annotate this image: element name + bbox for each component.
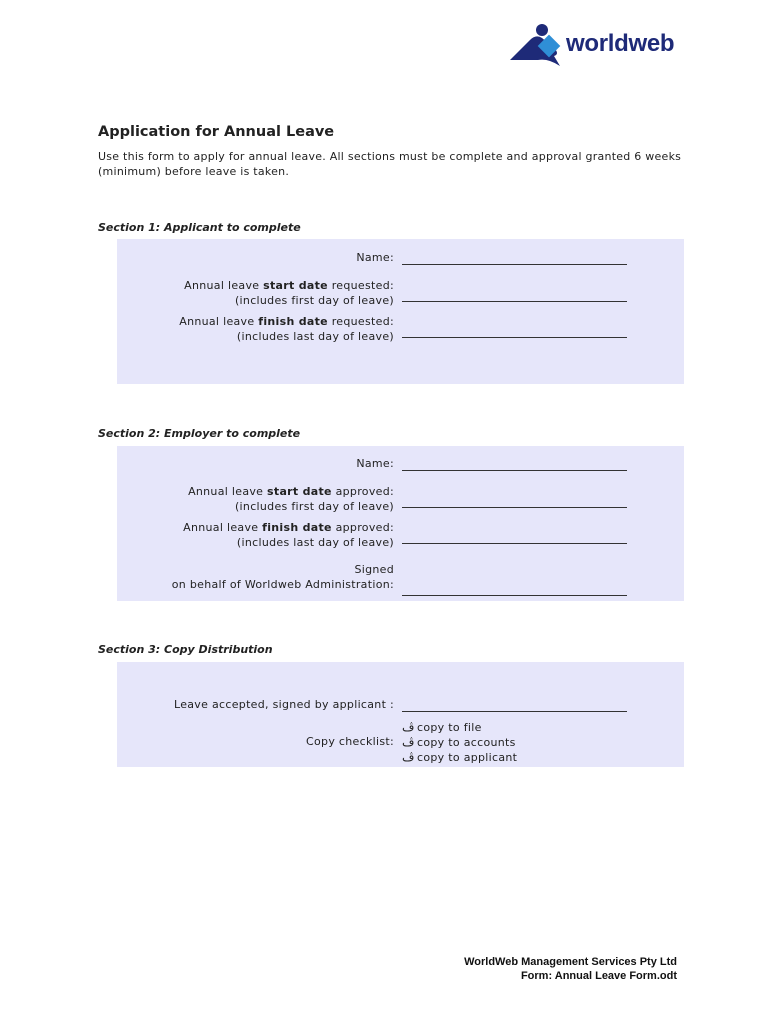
section-1-heading: Section 1: Applicant to complete (98, 221, 301, 234)
requested-finish-sublabel: (includes last day of leave) (236, 329, 394, 343)
applicant-name-field[interactable] (402, 264, 627, 265)
signed-on-behalf-label: on behalf of Worldweb Administration: (171, 577, 394, 591)
section-2-panel (117, 446, 684, 601)
checklist-item[interactable] (402, 735, 517, 750)
signed-label: Signed (354, 563, 394, 576)
footer-company: WorldWeb Management Services Pty Ltd (464, 956, 677, 968)
page-title: Application for Annual Leave (98, 124, 335, 140)
requested-finish-label: Annual leave finish date requested: (179, 315, 394, 328)
approved-start-sublabel: (includes first day of leave) (234, 499, 394, 513)
approved-start-date-field[interactable] (402, 507, 627, 508)
signature-field[interactable] (402, 595, 627, 596)
approved-start-label: Annual leave start date approved: (188, 485, 394, 498)
section-3-panel (117, 662, 684, 767)
checklist-item[interactable] (402, 750, 517, 765)
checkbox-icon[interactable]: ڤ (402, 735, 415, 749)
requested-start-date-field[interactable] (402, 301, 627, 302)
checklist-item-label: copy to applicant (417, 751, 518, 764)
requested-start-label: Annual leave start date requested: (184, 279, 394, 292)
brand-name: worldweb (566, 30, 675, 57)
requested-finish-date-field[interactable] (402, 337, 627, 338)
approved-finish-sublabel: (includes last day of leave) (236, 535, 394, 549)
applicant-name-label: Name: (356, 251, 394, 264)
footer (464, 955, 677, 983)
leave-accepted-label: Leave accepted, signed by applicant : (173, 698, 394, 711)
intro-text: Use this form to apply for annual leave. All sections must be complete and approval granted 6 weeks (minimum) before leave is taken. (98, 150, 682, 178)
section-2-heading: Section 2: Employer to complete (98, 427, 301, 440)
section-3-heading: Section 3: Copy Distribution (98, 643, 273, 656)
employer-name-label: Name: (356, 457, 394, 470)
checklist-item-label: copy to accounts (417, 736, 516, 749)
approved-finish-label: Annual leave finish date approved: (183, 521, 394, 534)
copy-checklist-label: Copy checklist: (306, 735, 394, 748)
copy-checklist (402, 720, 517, 765)
employer-name-field[interactable] (402, 470, 627, 471)
approved-finish-date-field[interactable] (402, 543, 627, 544)
applicant-signature-field[interactable] (402, 711, 627, 712)
checkbox-icon[interactable]: ڤ (402, 750, 415, 764)
section-1-panel (117, 239, 684, 384)
checklist-item-label: copy to file (417, 721, 482, 734)
footer-form-name: Form: Annual Leave Form.odt (520, 970, 677, 982)
requested-start-sublabel: (includes first day of leave) (234, 293, 394, 307)
checklist-item[interactable] (402, 720, 517, 735)
checkbox-icon[interactable]: ڤ (402, 720, 415, 734)
